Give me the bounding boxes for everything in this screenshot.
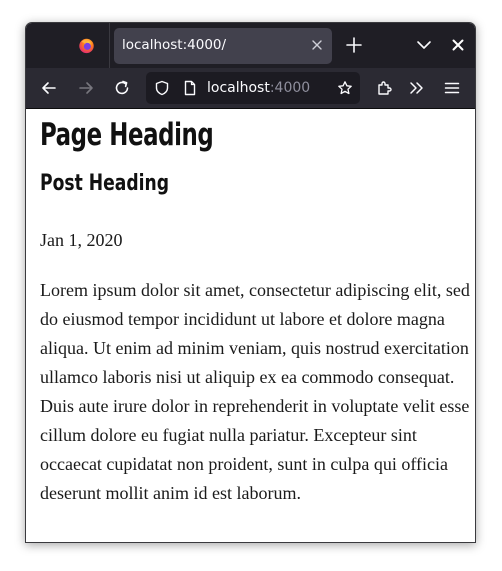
tab-active[interactable] [114, 28, 332, 64]
page-content [26, 109, 475, 542]
post-date: Jan 1, 2020 [40, 230, 123, 250]
post-heading: Post Heading [40, 171, 170, 196]
arrow-right-icon[interactable] [76, 78, 96, 98]
shield-icon[interactable] [154, 80, 170, 96]
url-port: :4000 [269, 80, 311, 96]
browser-window [25, 22, 476, 543]
close-icon[interactable] [452, 39, 464, 51]
reload-icon[interactable] [112, 78, 132, 98]
hamburger-menu-icon[interactable] [442, 78, 462, 98]
star-icon[interactable] [337, 80, 353, 96]
tab-strip [26, 23, 475, 68]
double-chevron-icon[interactable] [407, 78, 427, 98]
url-bar[interactable] [146, 72, 360, 104]
url-host: localhost [207, 80, 270, 96]
chevron-down-icon[interactable] [416, 37, 432, 53]
arrow-left-icon[interactable] [39, 78, 59, 98]
close-icon[interactable] [310, 38, 324, 52]
tab-title: localhost:4000/ [122, 37, 227, 53]
tab-separator [109, 23, 110, 68]
firefox-logo-icon[interactable] [78, 37, 95, 54]
url-text[interactable] [207, 80, 310, 96]
page-icon[interactable] [182, 80, 198, 96]
navigation-toolbar [26, 68, 475, 108]
page-heading: Page Heading [40, 117, 214, 153]
puzzle-icon[interactable] [375, 78, 395, 98]
plus-icon[interactable] [345, 36, 363, 54]
post-body: Lorem ipsum dolor sit amet, consectetur adipiscing elit, sed do eiusmod tempor incididunt ut labore et dolore magna aliqua. Ut enim ad minim veniam, quis nostrud exercitation ullamco laboris nisi ut aliquip ex ea commodo consequat. Duis aute irure dolor in reprehenderit in voluptate velit esse cillum dolore eu fugiat nulla pariatur. Excepteur sint occaecat cupidatat non proident, sunt in culpa qui officia deserunt mollit anim id est laborum. [40, 280, 470, 503]
